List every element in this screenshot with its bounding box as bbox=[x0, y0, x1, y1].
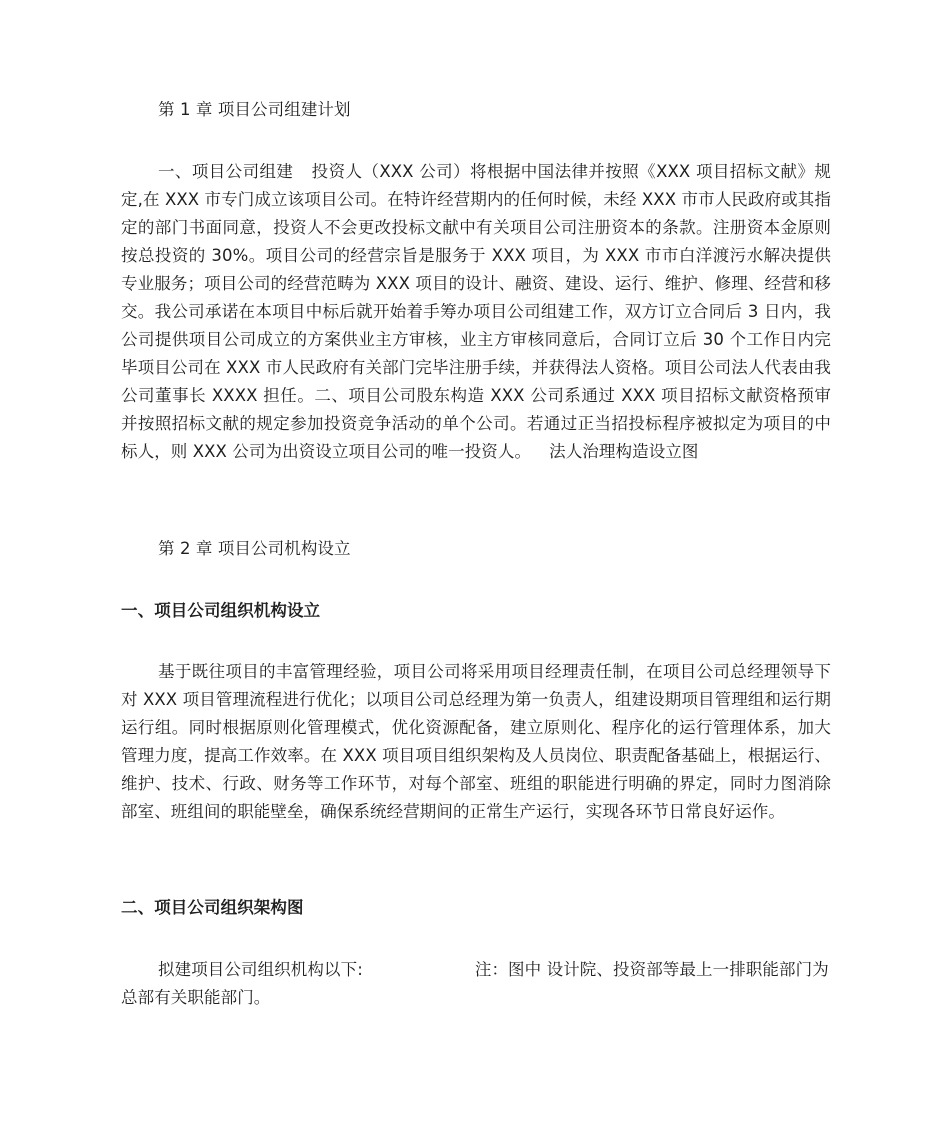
paragraph-3 bbox=[121, 956, 831, 1012]
paragraph-2-text: 基于既往项目的丰富管理经验，项目公司将采用项目经理责任制，在项目公司总经理领导下对 XXX 项目管理流程进行优化；以项目公司总经理为第一负责人，组建设期项目管理组和运行期运行组。同时根据原则化管理模式，优化资源配备，建立原则化、程序化的运行管理体系，加大管理力度，提高工作效率。在 XXX 项目项目组织架构及人员岗位、职责配备基础上，根据运行、维护、技术、行政、财务等工作环节，对每个部室、班组的职能进行明确的界定，同时力图消除部室、班组间的职能壁垒，确保系统经营期间的正常生产运行，实现各环节日常良好运作。 bbox=[121, 662, 831, 821]
paragraph-1-text: 投资人（XXX 公司）将根据中国法律并按照《XXX 项目招标文献》规定,在 XXX 市专门成立该项目公司。在特许经营期内的任何时候，未经 XXX 市市人民政府或其指定的部门书面同意，投资人不会更改投标文献中有关项目公司注册资本的条款。注册资本金原则按总投资的 30%。项目公司的经营宗旨是服务于 XXX 项目，为 XXX 市市白洋渡污水解决提供专业服务；项目公司的经营范畴为 XXX 项目的设计、融资、建设、运行、维护、修理、经营和移交。我公司承诺在本项目中标后就开始着手筹办项目公司组建工作，双方订立合同后 3 日内，我公司提供项目公司成立的方案供业主方审核，业主方审核同意后，合同订立后 30 个工作日内完毕项目公司在 XXX 市人民政府有关部门完毕注册手续，并获得法人资格。项目公司法人代表由我公司董事长 XXXX 担任。二、项目公司股东构造 XXX 公司系通过 XXX 项目招标文献资格预审并按照招标文献的规定参加投资竞争活动的单个公司。若通过正当招投标程序被拟定为项目的中标人，则 XXX 公司为出资设立项目公司的唯一投资人。 bbox=[121, 162, 831, 461]
paragraph-3-lead: 拟建项目公司组织机构以下: bbox=[158, 960, 363, 979]
chapter-2-title bbox=[121, 535, 831, 563]
section-1-heading-text: 一、项目公司组织机构设立 bbox=[121, 601, 321, 620]
paragraph-1 bbox=[121, 158, 831, 466]
chapter-1-title bbox=[121, 96, 831, 124]
section-2-heading-text: 二、项目公司组织架构图 bbox=[121, 898, 304, 917]
paragraph-1-lead: 一、项目公司组建 bbox=[158, 162, 294, 181]
section-1-heading bbox=[121, 597, 831, 625]
paragraph-3-note: 注：图中 设计院、投资部等最上一排职能部门为总部有关职能部门。 bbox=[121, 960, 829, 1007]
paragraph-2 bbox=[121, 658, 831, 826]
paragraph-1-tail: 法人治理构造设立图 bbox=[549, 442, 699, 461]
section-2-heading bbox=[121, 894, 831, 922]
chapter-2-title-text: 第 2 章 项目公司机构设立 bbox=[158, 539, 351, 558]
chapter-1-title-text: 第 1 章 项目公司组建计划 bbox=[158, 100, 351, 119]
